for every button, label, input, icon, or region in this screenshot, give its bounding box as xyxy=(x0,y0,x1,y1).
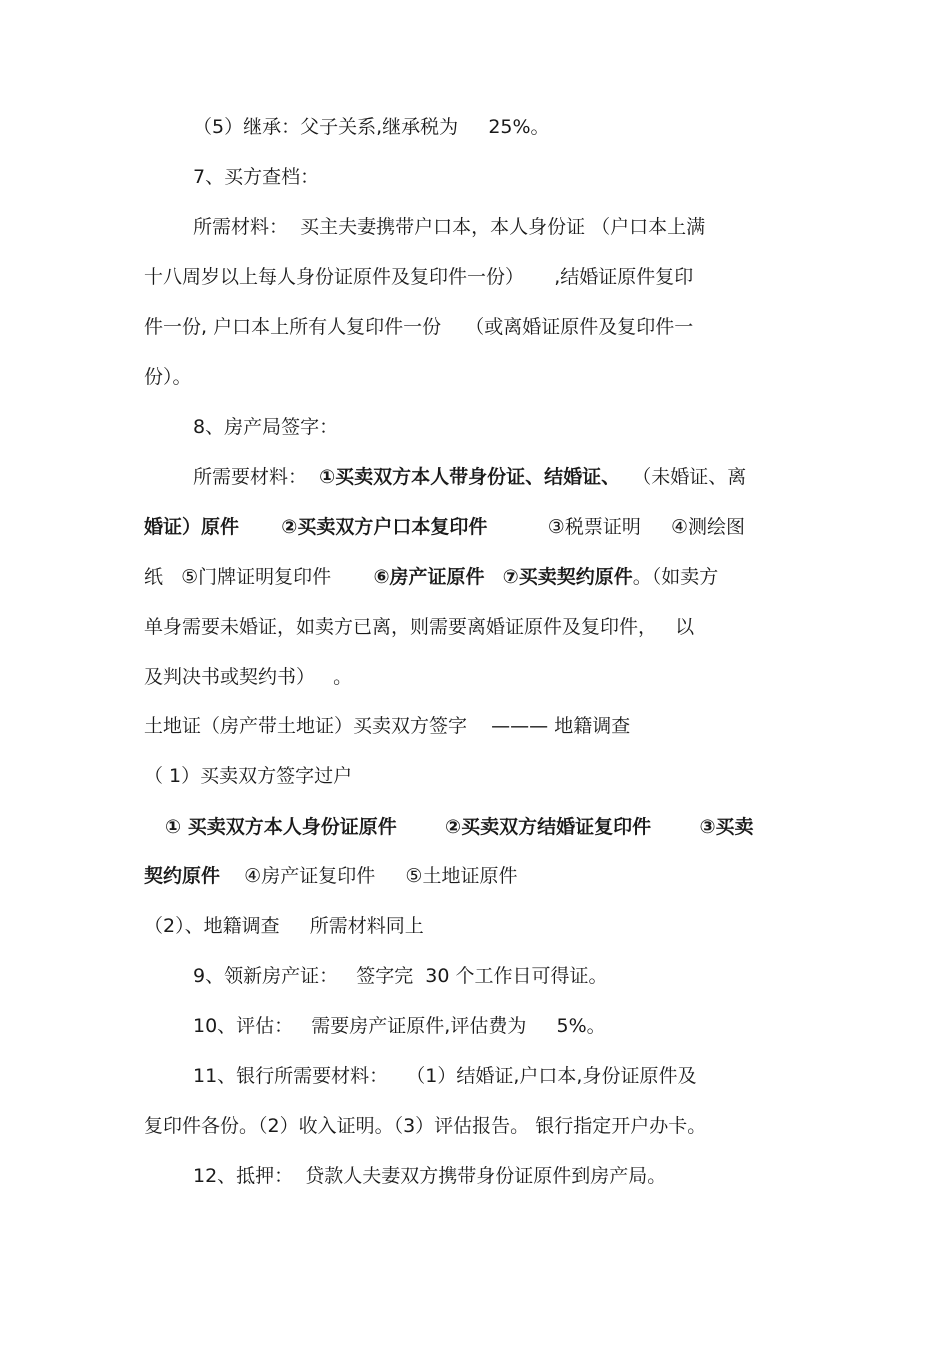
text-line: （5）继承：父子关系,继承税为 25%。 xyxy=(193,116,550,138)
text-line: ① 买卖双方本人身份证原件 ②买卖双方结婚证复印件 ③买卖 xyxy=(165,816,754,838)
heading-appraisal: 10、评估： 需要房产证原件,评估费为 5%。 xyxy=(193,1015,606,1037)
text-line: 件一份, 户口本上所有人复印件一份 （或离婚证原件及复印件一 xyxy=(144,316,694,338)
text-line: 所需材料： 买主夫妻携带户口本，本人身份证 （户口本上满 xyxy=(193,216,706,238)
heading-buyer-archive: 7、买方查档： xyxy=(193,166,320,188)
heading-new-certificate: 9、领新房产证： 签字完 30 个工作日可得证。 xyxy=(193,965,608,987)
text-line: 纸 ⑤门牌证明复印件 ⑥房产证原件 ⑦买卖契约原件。（如卖方 xyxy=(144,566,719,588)
text-line: 单身需要未婚证，如卖方已离，则需要离婚证原件及复印件， 以 xyxy=(144,616,695,638)
heading-bank-materials: 11、银行所需要材料： （1）结婚证,户口本,身份证原件及 xyxy=(193,1065,697,1087)
text-line: 婚证）原件 ②买卖双方户口本复印件 ③税票证明 ④测绘图 xyxy=(144,516,746,538)
text-line: 及判决书或契约书） 。 xyxy=(144,666,353,688)
text-line: 土地证（房产带土地证）买卖双方签字 ——— 地籍调查 xyxy=(144,715,631,737)
text-line: 契约原件 ④房产证复印件 ⑤土地证原件 xyxy=(144,865,518,887)
text-line: （2）、地籍调查 所需材料同上 xyxy=(144,915,424,937)
text-line: （ 1）买卖双方签字过户 xyxy=(144,765,353,787)
heading-mortgage: 12、抵押： 贷款人夫妻双方携带身份证原件到房产局。 xyxy=(193,1165,667,1187)
text-line: 十八周岁以上每人身份证原件及复印件一份） ,结婚证原件复印 xyxy=(144,266,694,288)
text-line: 复印件各份。（2）收入证明。（3）评估报告。 银行指定开户办卡。 xyxy=(144,1115,707,1137)
text-line: 所需要材料： ①买卖双方本人带身份证、结婚证、 （未婚证、离 xyxy=(193,466,747,488)
heading-housing-bureau-signing: 8、房产局签字： xyxy=(193,416,339,438)
text-line: 份）。 xyxy=(144,366,192,388)
